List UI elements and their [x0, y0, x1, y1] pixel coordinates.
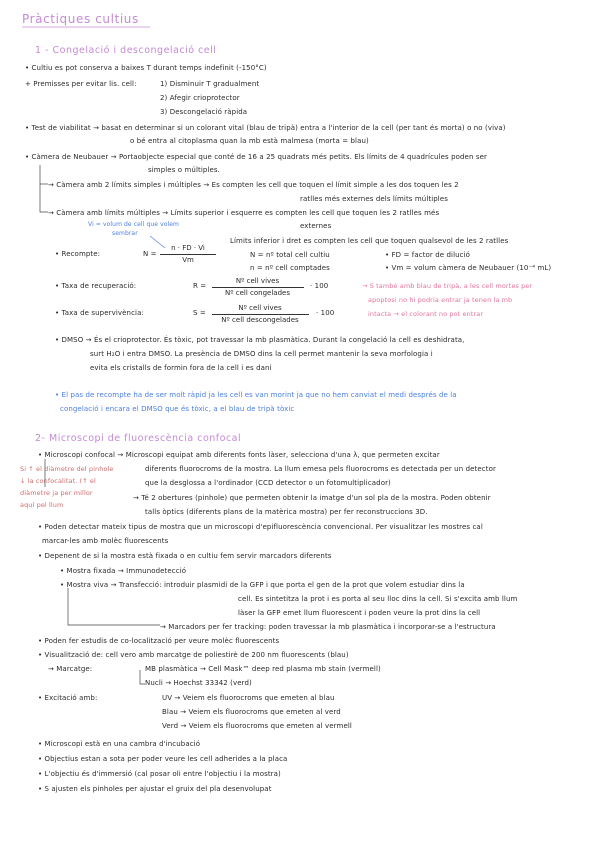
recompte-label: • Recompte: [55, 250, 101, 258]
excitacio-uv: UV → Veiem els fluorocroms que emeten al blau [162, 694, 335, 702]
pinhole-note-4: aquí pel llum [20, 501, 64, 509]
note-vi: Vi = volum de cell que volem [88, 221, 179, 228]
taxa-recuperacio-num: Nº cell vives [235, 277, 280, 285]
side-note-2: apoptosi no hi podria entrar ja tenen la mb [368, 296, 513, 304]
line-camera-neubauer: • Càmera de Neubauer → Portaobjecte especial que conté de 16 a 25 quadrats més petits. Els límits de 4 quadrícules poden ser [25, 153, 487, 161]
taxa-supervivencia-den: Nº cell descongelades [221, 316, 299, 324]
pinhole-note-1: Si ↑ el diàmetre del pinhole [20, 465, 114, 473]
mostra-viva-2: cell. Es sintetitza la prot i es porta al seu lloc dins la cell. Si s'excita amb llum [238, 595, 518, 603]
section-1-heading: 1 - Congelació i descongelació cell [35, 45, 217, 56]
line-camera-neubauer-2: simples o múltiples. [148, 166, 220, 174]
side-note-3: intacta → el colorant no pot entrar [368, 310, 484, 318]
pinhole-note-3: diàmetre ja per millor [20, 489, 93, 497]
tracking-line: → Marcadors per fer tracking: poden travessar la mb plasmàtica i incorporar-se a l'estructura [160, 623, 496, 631]
dmso-line-2: surt H₂O i entra DMSO. La presència de DMSO dins la cell permet mantenir la seva morfologia i [90, 350, 433, 358]
confocal-line-5: talls òptics (diferents plans de la matèrica mostra) per fer reconstruccions 3D. [145, 508, 428, 516]
dmso-line-3: evita els cristalls de formin fora de la cell i es dani [90, 364, 272, 372]
taxa-supervivencia-label: • Taxa de supervivència: [55, 309, 144, 317]
branch-connector-marcatge [140, 670, 145, 684]
page-title: Pràctiques cultius [22, 12, 139, 26]
mostra-viva-3: làser la GFP emet llum fluorescent i poden veure la prot dins la cell [238, 609, 481, 617]
colocalitzacio-line: • Poden fer estudis de co-localització per veure molèc fluorescents [38, 637, 280, 645]
taxa-supervivencia-num: Nº cell vives [238, 304, 282, 312]
line-camera-2-limits: → Càmera amb 2 límits simples i múltiples → Es compten les cell que toquen el límit simple a les dos toquen les 2 [48, 181, 459, 189]
recompte-vm-def: • Vm = volum càmera de Neubauer (10⁻⁴ mL) [385, 264, 552, 272]
marcadors-line: • Depenent de si la mostra està fixada o en cultiu fem servir marcadors diferents [38, 552, 332, 560]
premisse-3: 3) Descongelació ràpida [160, 108, 248, 116]
note-vi-2: sembrar [112, 230, 138, 237]
taxa-recuperacio-label: • Taxa de recuperació: [55, 282, 137, 290]
line-camera-2-limits-2: ratlles més externes dels límits múltiples [300, 195, 448, 203]
confocal-line-4: → Té 2 obertures (pinhole) que permeten obtenir la imatge d'un sol pla de la mostra. Poden obtenir [133, 494, 491, 502]
detect-line-2: marcar-les amb molèc fluorescents [42, 537, 169, 545]
mostra-viva-1: • Mostra viva → Transfecció: introduir plasmidi de la GFP i que porta el gen de la prot que volem estudiar dins la [60, 581, 465, 589]
recompte-numerator: n · FD · Vi [171, 244, 205, 252]
line-test-viabilitat: • Test de viabilitat → basat en determinar si un colorant vital (blau de tripà) entra a l'interior de la cell (per tant és morta) o no (viva) [25, 124, 506, 132]
recompte-denominator: Vm [182, 256, 194, 264]
blue-note-1: • El pas de recompte ha de ser molt ràpid ja les cell es van morint ja que no hem canviat el medi després de la [55, 391, 457, 399]
branch-connector-neubauer [40, 165, 48, 212]
line-premisses: + Premisses per evitar lis. cell: [25, 80, 137, 88]
confocal-line-2: diferents fluorocroms de la mostra. La llum emesa pels fluorocroms es detectada per un detector [145, 465, 496, 473]
taxa-recuperacio-mul: · 100 [310, 282, 329, 290]
side-note-1: → S també amb blau de tripà, a les cell mortes per [362, 282, 533, 290]
line-camera-limits-multiples-2: externes [300, 222, 332, 230]
marcatge-mb: MB plasmàtica → Cell Mask™ deep red plasma mb stain (vermell) [145, 665, 381, 673]
taxa-recuperacio-eq: R = [193, 282, 207, 290]
branch-connector-mostra-viva [68, 588, 160, 625]
taxa-supervivencia-eq: S = [193, 309, 206, 317]
line-cultiu: • Cultiu es pot conserva a baixes T durant temps indefinit (-150°C) [25, 64, 267, 72]
recompte-fd-def: • FD = factor de dilució [385, 251, 471, 259]
line-test-viabilitat-2: o bé entra al citoplasma quan la mb està malmesa (morta = blau) [130, 137, 369, 145]
immersio-line: • L'objectiu és d'immersió (cal posar oli entre l'objectiu i la mostra) [38, 770, 281, 778]
section-2-heading: 2- Microscopi de fluorescència confocal [35, 433, 242, 444]
blue-pointer-vi [150, 236, 165, 248]
visualitzacio-line: • Visualització de: cell vero amb marcatge de poliestirè de 200 nm fluorescents (blau) [38, 651, 349, 659]
mostra-fixada: • Mostra fixada → Immunodetecció [60, 567, 187, 575]
excitacio-label: • Excitació amb: [38, 694, 98, 702]
blue-note-2: congelació i encara el DMSO que és tòxic, a el blau de tripà tòxic [60, 405, 295, 413]
excitacio-verd: Verd → Veiem els fluorocroms que emeten al vermell [162, 722, 352, 730]
premisse-1: 1) Disminuir T gradualment [160, 80, 260, 88]
confocal-line-1: • Microscopi confocal → Microscopi equipat amb diferents fonts làser, selecciona d'una λ, que permeten excitar [38, 451, 440, 459]
pinhole-note-2: ↓ la confocalitat. (↑ el [20, 477, 96, 485]
premisse-2: 2) Afegir crioprotector [160, 94, 240, 102]
recompte-n-def: n = nº cell comptades [250, 264, 330, 272]
detect-line-1: • Poden detectar mateix tipus de mostra que un microscopi d'epifluorescència convencional. Per visualitzar les mostres cal [38, 523, 483, 531]
taxa-supervivencia-mul: · 100 [316, 309, 335, 317]
marcatge-nucli: Nucli → Hoechst 33342 (verd) [145, 679, 252, 687]
taxa-recuperacio-den: Nº cell congelades [225, 289, 290, 297]
line-camera-limits-multiples: → Càmera amb límits múltiples → Límits superior i esquerre es compten les cell que toquen les 2 ratlles més [48, 209, 440, 217]
recompte-limits: Límits inferior i dret es compten les cell que toquen qualsevol de les 2 ratlles [230, 237, 509, 245]
objectius-line: • Objectius estan a sota per poder veure les cell adherides a la placa [38, 755, 288, 763]
marcatge-label: → Marcatge: [48, 665, 93, 673]
excitacio-blau: Blau → Veiem els fluorocroms que emeten al verd [162, 708, 341, 716]
recompte-N-def: N = nº total cell cultiu [250, 251, 330, 259]
cambra-line: • Microscopi està en una cambra d'incubació [38, 740, 201, 748]
dmso-line-1: • DMSO → És el crioprotector. És tòxic, pot travessar la mb plasmàtica. Durant la congelació la cell es deshidrata, [55, 336, 465, 344]
confocal-line-3: que la desglossa a l'ordinador (CCD detector o un fotomultiplicador) [145, 479, 391, 487]
pinholes-line: • S ajusten els pinholes per ajustar el gruix del pla desenvolupat [38, 785, 272, 793]
recompte-n-eq: N = [143, 250, 157, 258]
